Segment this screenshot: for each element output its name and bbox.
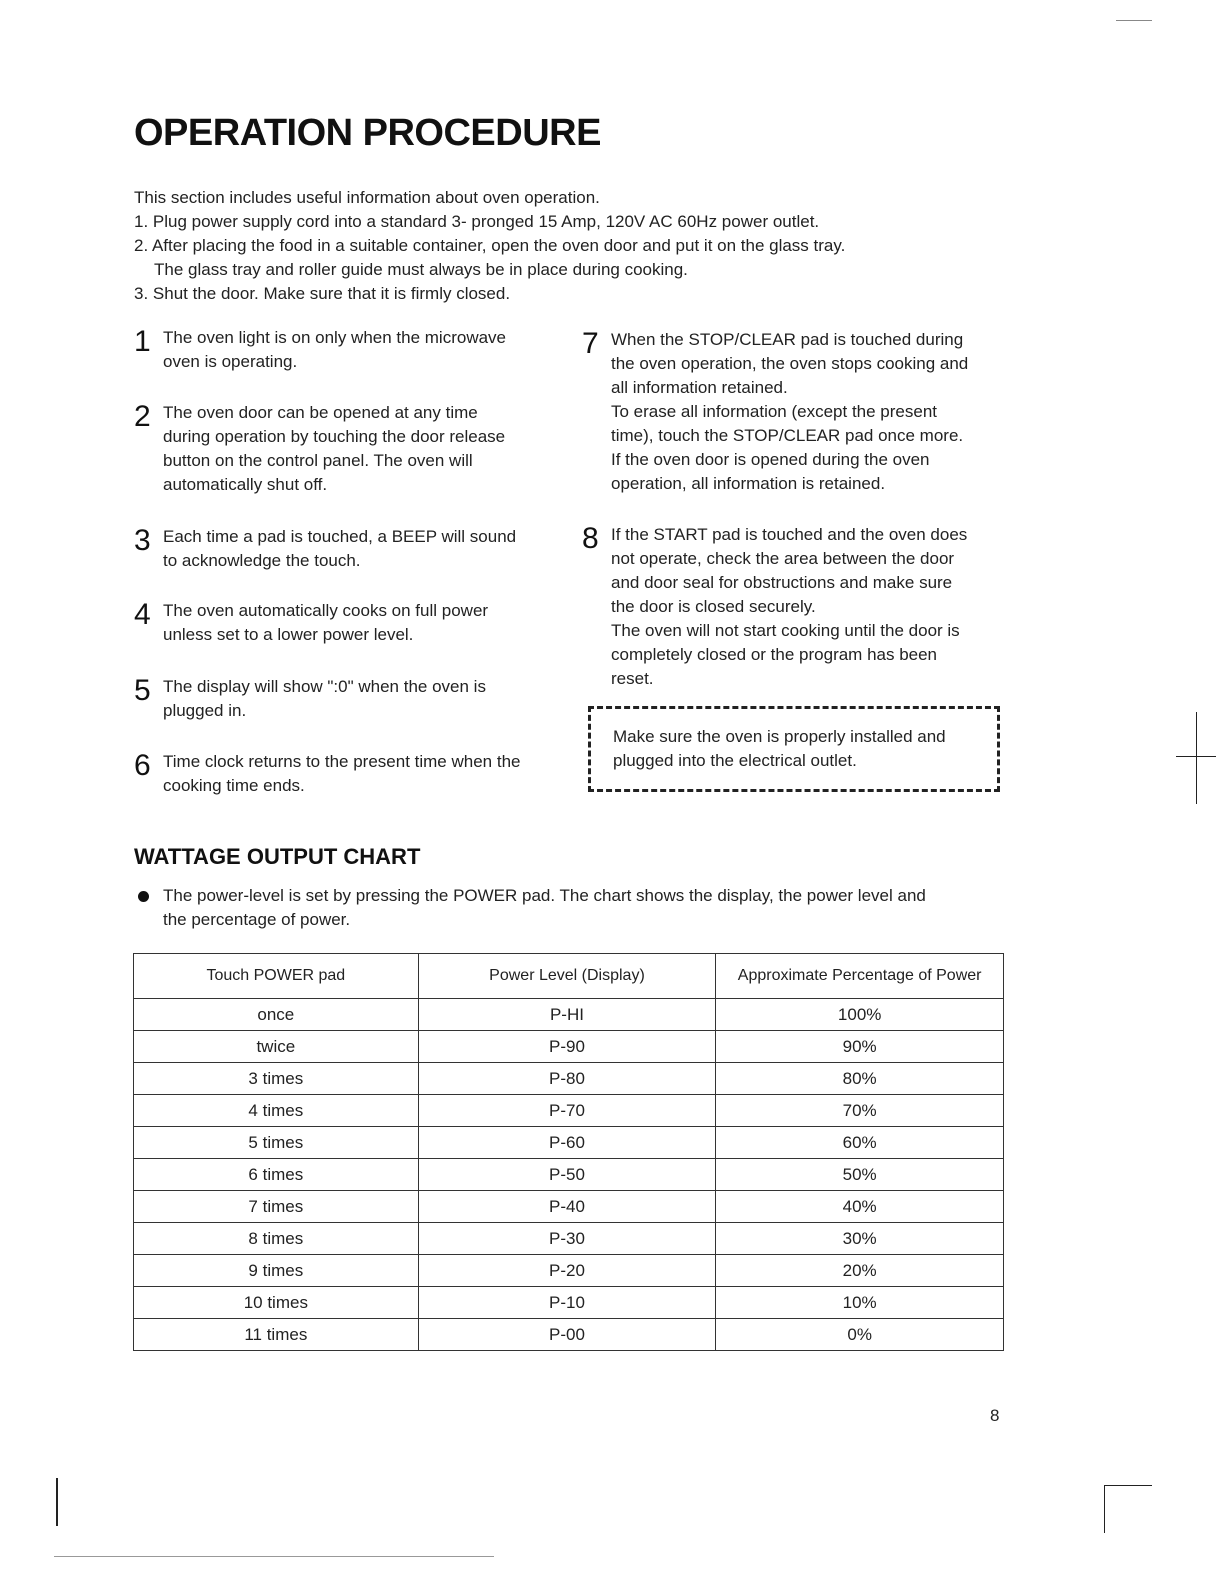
note-line: The oven light is on only when the microwave [163, 328, 507, 347]
touch-count-cell: 3 times [134, 1063, 419, 1095]
crop-mark [1176, 756, 1216, 757]
power-level-cell: P-00 [418, 1319, 716, 1351]
callout-line: Make sure the oven is properly installed and [613, 727, 946, 746]
touch-count-cell: 9 times [134, 1255, 419, 1287]
percentage-cell: 100% [716, 999, 1004, 1031]
touch-count-cell: 11 times [134, 1319, 419, 1351]
intro-step-1: 1. Plug power supply cord into a standard 3- pronged 15 Amp, 120V AC 60Hz power outlet. [134, 212, 820, 231]
page-number: 8 [990, 1406, 1000, 1425]
touch-count-cell: once [134, 999, 419, 1031]
table-row [134, 1223, 1004, 1255]
note-line: to acknowledge the touch. [163, 551, 361, 570]
table-row [134, 1287, 1004, 1319]
page-title: OPERATION PROCEDURE [134, 112, 601, 154]
intro-lead: This section includes useful information about oven operation. [134, 188, 600, 207]
power-level-cell: P-60 [418, 1127, 716, 1159]
percentage-cell: 70% [716, 1095, 1004, 1127]
crop-mark [1104, 1485, 1105, 1533]
table-row [134, 1191, 1004, 1223]
note-number: 5 [134, 674, 151, 707]
power-level-cell: P-70 [418, 1095, 716, 1127]
power-level-cell: P-40 [418, 1191, 716, 1223]
percentage-cell: 40% [716, 1191, 1004, 1223]
touch-count-cell: 4 times [134, 1095, 419, 1127]
percentage-cell: 90% [716, 1031, 1004, 1063]
note-8 [582, 523, 1012, 691]
note-line: completely closed or the program has been [611, 645, 938, 664]
touch-count-cell: twice [134, 1031, 419, 1063]
column-header: Approximate Percentage of Power [716, 954, 1004, 999]
percentage-cell: 0% [716, 1319, 1004, 1351]
intro-step-3: 3. Shut the door. Make sure that it is firmly closed. [134, 284, 511, 303]
note-number: 8 [582, 522, 599, 555]
note-line: If the START pad is touched and the oven does [611, 525, 968, 544]
note-line: cooking time ends. [163, 776, 305, 795]
note-number: 3 [134, 524, 151, 557]
note-number: 6 [134, 749, 151, 782]
touch-count-cell: 8 times [134, 1223, 419, 1255]
power-level-cell: P-20 [418, 1255, 716, 1287]
percentage-cell: 80% [716, 1063, 1004, 1095]
note-number: 7 [582, 327, 599, 360]
note-line: The oven door can be opened at any time [163, 403, 478, 422]
note-line: operation, all information is retained. [611, 474, 886, 493]
note-7 [582, 328, 1012, 496]
note-line: If the oven door is opened during the oven [611, 450, 930, 469]
percentage-cell: 10% [716, 1287, 1004, 1319]
power-level-cell: P-50 [418, 1159, 716, 1191]
note-number: 1 [134, 325, 151, 358]
bullet-dot-icon [138, 891, 149, 902]
note-line: To erase all information (except the present [611, 402, 938, 421]
note-1 [134, 326, 574, 374]
power-level-cell: P-HI [418, 999, 716, 1031]
note-5 [134, 675, 574, 723]
note-line: The oven automatically cooks on full power [163, 601, 489, 620]
note-line: time), touch the STOP/CLEAR pad once more. [611, 426, 964, 445]
note-line: automatically shut off. [163, 475, 328, 494]
note-line: button on the control panel. The oven will [163, 451, 473, 470]
note-4 [134, 599, 574, 647]
crop-mark [1196, 712, 1197, 804]
intro-step-2: 2. After placing the food in a suitable container, open the oven door and put it on the glass tray. [134, 236, 846, 255]
note-line: The display will show ":0" when the oven is [163, 677, 486, 696]
note-2 [134, 401, 574, 497]
percentage-cell: 50% [716, 1159, 1004, 1191]
table-row [134, 1127, 1004, 1159]
touch-count-cell: 6 times [134, 1159, 419, 1191]
crop-mark [1104, 1485, 1152, 1486]
note-6 [134, 750, 574, 798]
wattage-chart-title: WATTAGE OUTPUT CHART [134, 844, 421, 869]
note-line: all information retained. [611, 378, 788, 397]
note-line: oven is operating. [163, 352, 298, 371]
table-row [134, 999, 1004, 1031]
percentage-cell: 30% [716, 1223, 1004, 1255]
note-line: the oven operation, the oven stops cooking and [611, 354, 969, 373]
power-level-cell: P-30 [418, 1223, 716, 1255]
note-number: 2 [134, 400, 151, 433]
table-header-row [134, 954, 1004, 999]
note-line: unless set to a lower power level. [163, 625, 414, 644]
table-row [134, 1095, 1004, 1127]
note-line: Time clock returns to the present time when the [163, 752, 521, 771]
callout-line: plugged into the electrical outlet. [613, 751, 857, 770]
note-line: The oven will not start cooking until the door is [611, 621, 960, 640]
intro-section [134, 186, 1034, 306]
note-line: reset. [611, 669, 654, 688]
touch-count-cell: 10 times [134, 1287, 419, 1319]
note-line: and door seal for obstructions and make sure [611, 573, 953, 592]
table-row [134, 1319, 1004, 1351]
note-line: plugged in. [163, 701, 247, 720]
intro-step-2-continued: The glass tray and roller guide must always be in place during cooking. [154, 260, 688, 279]
percentage-cell: 60% [716, 1127, 1004, 1159]
crop-mark [56, 1478, 58, 1526]
wattage-description [138, 884, 1008, 932]
description-line: the percentage of power. [163, 910, 351, 929]
percentage-cell: 20% [716, 1255, 1004, 1287]
wattage-output-table [133, 953, 1004, 1351]
touch-count-cell: 5 times [134, 1127, 419, 1159]
table-row [134, 1031, 1004, 1063]
column-header: Touch POWER pad [134, 954, 419, 999]
installation-callout-box [588, 706, 1000, 792]
power-level-cell: P-10 [418, 1287, 716, 1319]
note-line: Each time a pad is touched, a BEEP will sound [163, 527, 517, 546]
touch-count-cell: 7 times [134, 1191, 419, 1223]
crop-mark [1116, 20, 1152, 21]
note-line: the door is closed securely. [611, 597, 816, 616]
note-line: during operation by touching the door release [163, 427, 506, 446]
note-line: When the STOP/CLEAR pad is touched during [611, 330, 964, 349]
power-level-cell: P-90 [418, 1031, 716, 1063]
description-line: The power-level is set by pressing the POWER pad. The chart shows the display, the power level and [163, 886, 926, 905]
table-row [134, 1255, 1004, 1287]
crop-mark [54, 1556, 494, 1557]
note-3 [134, 525, 574, 573]
power-level-cell: P-80 [418, 1063, 716, 1095]
note-number: 4 [134, 598, 151, 631]
table-row [134, 1159, 1004, 1191]
column-header: Power Level (Display) [418, 954, 716, 999]
note-line: not operate, check the area between the door [611, 549, 955, 568]
table-row [134, 1063, 1004, 1095]
